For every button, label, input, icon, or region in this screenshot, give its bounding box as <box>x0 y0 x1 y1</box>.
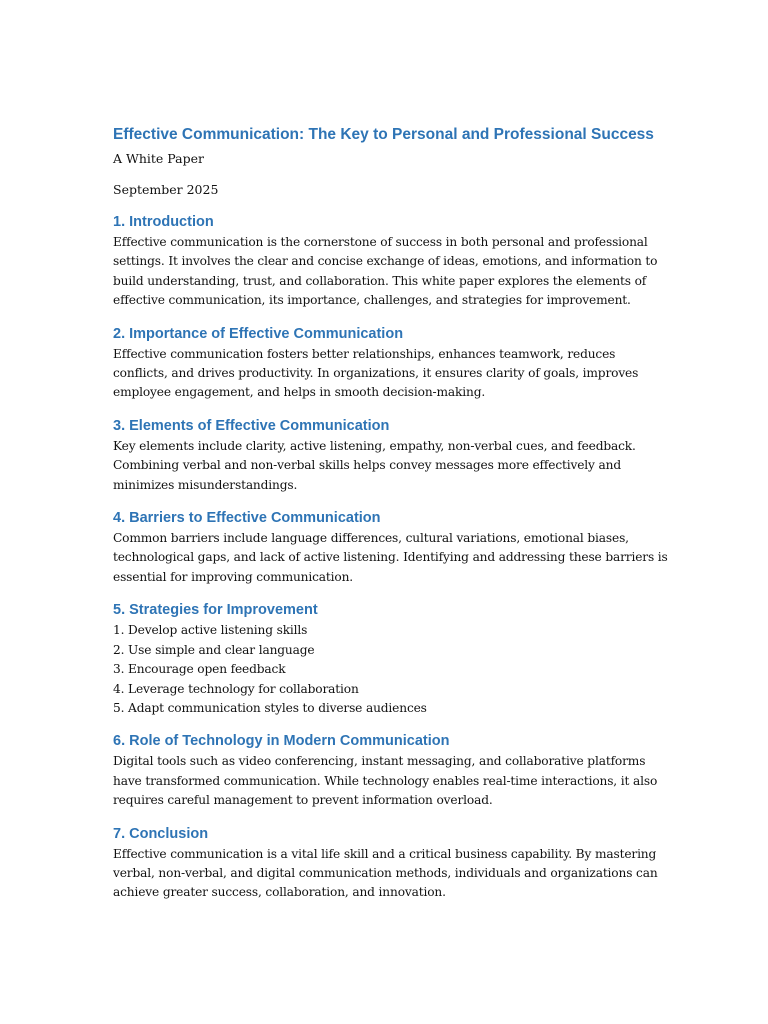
list-item: 2. Use simple and clear language <box>113 642 315 657</box>
section-body: Effective communication fosters better relationships, enhances teamwork, reduces conflicts, and drives productivity. In organizations, it ensures clarity of goals, improves employee engagement, and helps in smooth decision-making. <box>113 346 639 400</box>
section-heading: 7. Conclusion <box>113 825 209 842</box>
document-subtitle: A White Paper <box>113 151 204 166</box>
document-title: Effective Communication: The Key to Personal and Professional Success <box>113 126 654 143</box>
section-barriers <box>113 508 673 587</box>
section-body: Key elements include clarity, active listening, empathy, non-verbal cues, and feedback. Combining verbal and non-verbal skills helps convey messages more effectively and minimizes misunderstandings. <box>113 438 636 492</box>
section-body: Effective communication is the cornerstone of success in both personal and professional settings. It involves the clear and concise exchange of ideas, emotions, and information to build understanding, trust, and collaboration. This white paper explores the elements of effective communication, its importance, challenges, and strategies for improvement. <box>113 235 658 308</box>
list-item: 4. Leverage technology for collaboration <box>113 681 359 696</box>
list-item: 5. Adapt communication styles to diverse audiences <box>113 700 427 715</box>
section-conclusion <box>113 824 673 903</box>
section-heading: 5. Strategies for Improvement <box>113 602 318 619</box>
section-elements <box>113 416 673 495</box>
section-technology <box>113 731 673 810</box>
list-item: 1. Develop active listening skills <box>113 623 308 638</box>
document-date: September 2025 <box>113 182 219 197</box>
section-introduction <box>113 212 673 311</box>
section-body: Common barriers include language differences, cultural variations, emotional biases, technological gaps, and lack of active listening. Identifying and addressing these barriers is essential for improving communication. <box>113 531 668 584</box>
section-heading: 6. Role of Technology in Modern Communication <box>113 733 450 750</box>
list-item: 3. Encourage open feedback <box>113 662 286 677</box>
section-heading: 4. Barriers to Effective Communication <box>113 510 381 527</box>
section-body: Effective communication is a vital life skill and a critical business capability. By mastering verbal, non-verbal, and digital communication methods, individuals and organizations can achieve greater success, collaboration, and innovation. <box>113 846 658 900</box>
section-importance <box>113 324 673 403</box>
section-body: Digital tools such as video conferencing, instant messaging, and collaborative platforms have transformed communication. While technology enables real-time interactions, it also requires careful management to prevent information overload. <box>113 754 658 808</box>
section-heading: 3. Elements of Effective Communication <box>113 417 390 434</box>
section-heading: 1. Introduction <box>113 214 214 230</box>
section-heading: 2. Importance of Effective Communication <box>113 325 404 342</box>
strategies-list <box>113 621 673 718</box>
section-strategies <box>113 600 673 718</box>
document-page <box>113 124 673 903</box>
